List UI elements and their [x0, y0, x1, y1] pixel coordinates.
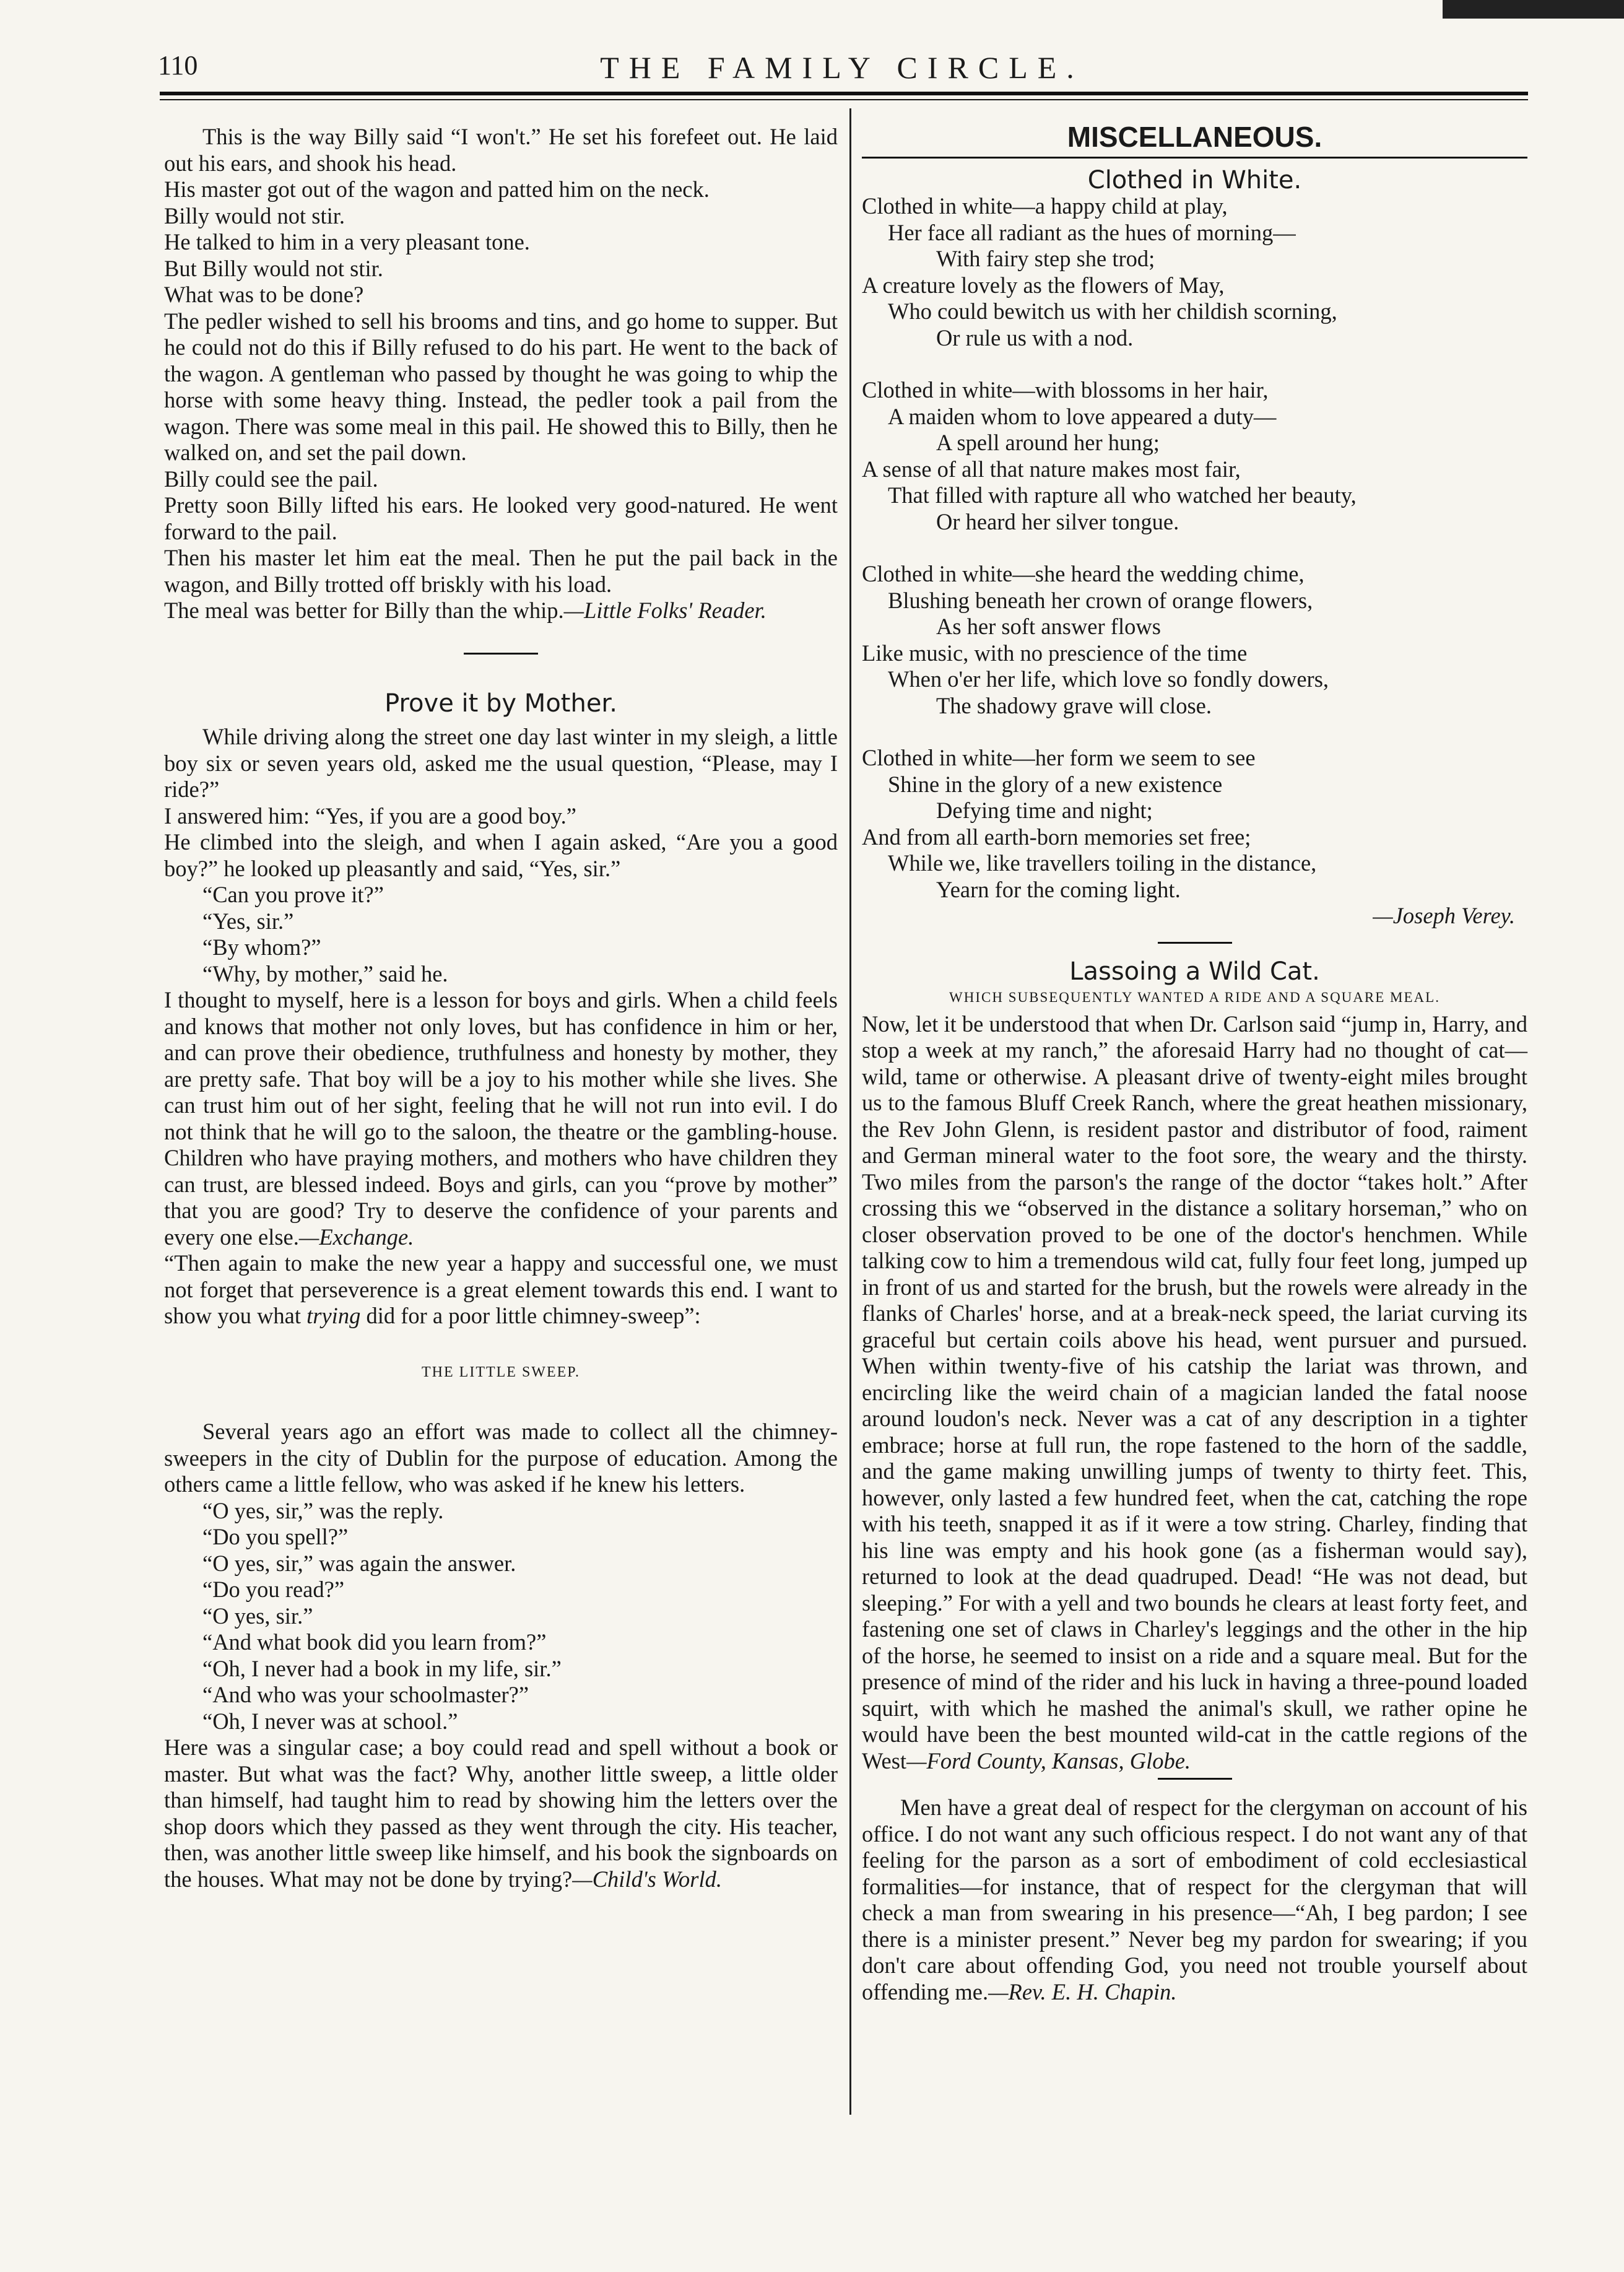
poem-line: With fairy step she trod;	[936, 246, 1155, 271]
poem-line: A spell around her hung;	[936, 430, 1160, 455]
paragraph: The pedler wished to sell his brooms and tins, and go home to supper. But he could not do this if Billy refused to do his part. He went to the back of the wagon. A gentleman who passed by thought he was going to whip the horse with some heavy thing. Instead, the pedler took a pail from the wagon. There was some meal in this pail. He showed this to Billy, then he walked on, and set the pail down.	[164, 308, 838, 465]
paragraph-text: Here was a singular case; a boy could read and spell without a book or master. But what was the fact? Why, another little sweep, a little older than himself, had taught him to read by showing him the letters over the shop doors which they passed as they went through the city. His teacher, then, was another little sweep like himself, and his book the signboards on the houses. What may not be done by trying?	[164, 1734, 838, 1892]
poem-stanza	[862, 377, 1527, 535]
poem-line: Or rule us with a nod.	[936, 324, 1134, 350]
poem-stanza	[862, 745, 1527, 903]
paragraph: Several years ago an effort was made to collect all the chimney-sweepers in the city of Dublin for the purpose of education. Among the others came a little fellow, who was asked if he knew his letters.	[164, 1419, 838, 1497]
poem-line: And from all earth-born memories set free;	[862, 824, 1251, 850]
header-rule-thin	[160, 99, 1528, 100]
scan-edge-mark	[1443, 0, 1624, 19]
poem-line: Defying time and night;	[936, 798, 1153, 823]
paragraph	[164, 1734, 838, 1892]
paragraph	[164, 598, 838, 624]
paragraph	[862, 1011, 1527, 1775]
poem-line: When o'er her life, which love so fondly dowers,	[888, 666, 1329, 692]
page-number: 110	[158, 50, 198, 81]
poem-line: Her face all radiant as the hues of morning—	[888, 219, 1296, 245]
dialogue-line: “By whom?”	[202, 934, 321, 960]
dialogue-line: “O yes, sir,” was again the answer.	[202, 1550, 516, 1576]
paragraph: While driving along the street one day last winter in my sleigh, a little boy six or seven years old, asked me the usual question, “Please, may I ride?”	[164, 724, 838, 802]
section-heading: MISCELLANEOUS.	[1067, 121, 1322, 153]
paragraph: His master got out of the wagon and patted him on the neck.	[164, 176, 710, 202]
source-credit: —Little Folks' Reader.	[563, 598, 766, 623]
section-heading-rule	[862, 157, 1527, 159]
article-title: Lassoing a Wild Cat.	[1069, 957, 1320, 986]
dialogue-line: “Can you prove it?”	[202, 882, 384, 907]
paragraph: This is the way Billy said “I won't.” He set his forefeet out. He laid out his ears, and shook his head.	[164, 124, 838, 176]
page-title: THE FAMILY CIRCLE.	[600, 50, 1084, 85]
dialogue-line: “Why, by mother,” said he.	[202, 960, 448, 986]
paragraph: What was to be done?	[164, 282, 364, 307]
page-header	[158, 50, 1526, 87]
poem-line: Blushing beneath her crown of orange flowers,	[888, 587, 1313, 613]
paragraph-text: “Then again to make the new year a happy and successful one, we must not forget that perseverence is a great element towards this end. I want to show you what	[164, 1250, 838, 1328]
paragraph: He climbed into the sleigh, and when I again asked, “Are you a good boy?” he looked up pleasantly and said, “Yes, sir.”	[164, 829, 838, 881]
paragraph: I answered him: “Yes, if you are a good boy.”	[164, 803, 576, 829]
subsection-title: THE LITTLE SWEEP.	[422, 1364, 580, 1380]
paragraph: Billy could see the pail.	[164, 466, 378, 492]
source-credit: —Ford County, Kansas, Globe.	[906, 1748, 1191, 1774]
paragraph-text: Now, let it be understood that when Dr. Carlson said “jump in, Harry, and stop a week at my ranch,” the aforesaid Harry had no thought of cat—wild, tame or otherwise. A pleasant drive of twenty-eight miles brought us to the famous Bluff Creek Ranch, where the great heathen missionary, the Rev John Glenn, is resident pastor and distributor of food, raiment and German mineral water to the foot sore, the weary and the thirsty. Two miles from the parson's the range of the doctor “takes holt.” After crossing this we “observed in the distance a solitary horseman,” who on closer observation proved to be one of the doctor's henchmen. While talking cow to him a tremendous wild cat, fully four feet long, jumped up in front of us and started for the brush, but the rowels were already in the flanks of Charles' horse, and at a break-neck speed, the lariat curving its graceful but certain coils above his head, went pursuer and pursued. When within twenty-five of his catship the lariat was thrown, and encircling like the weird chain of a magician landed the fatal noose around loudon's neck. Never was a cat of any description in a tighter embrace; horse at full run, the rope fastened to the horn of the saddle, and the game making unwilling jumps of twenty to thirty feet. This, however, only lasted a few hundred feet, when the cat, catching the rope with his teeth, snapped it as if it were a tow string. Charley, finding that his line was empty and his hook gone (as a fisherman would say), returned to look at the dead quadruped. Dead! “He was not dead, but sleeping.” For with a yell and two bounds he clears at least forty feet, and fastening one set of claws in Charley's leggings and the other in the hip of the horse, he seemed to insist on a ride and a square meal. But for the presence of mind of the rider and his luck in having a three-pound loaded squirt, with which he mashed the animal's skull, we rather opine he would have been the best mounted wild-cat in the cattle regions of the West	[862, 1011, 1527, 1774]
source-credit: —Exchange.	[298, 1224, 414, 1250]
paragraph-text: Men have a great deal of respect for the clergyman on account of his office. I do not want any such officious respect. I do not want any of that feeling for the parson as a sort of embodiment of cold ecclesiastical formalities—for instance, that of respect for the clergyman that will check a man from swearing in his presence—“Ah, I beg pardon; I see there is a minister present.” Never beg my pardon for swearing; if you don't care about offending God, you need not trouble yourself about offending me.	[862, 1795, 1527, 2004]
paragraph-text: The meal was better for Billy than the whip.	[164, 598, 564, 623]
poem-line: A creature lovely as the flowers of May,	[862, 272, 1225, 298]
source-credit: —Child's World.	[572, 1866, 722, 1892]
paragraph	[164, 1250, 838, 1330]
poem-author: —Joseph Verey.	[1373, 903, 1515, 928]
poem-line: Like music, with no prescience of the time	[862, 640, 1248, 666]
dialogue-line: “O yes, sir.”	[202, 1603, 313, 1629]
paragraph: He talked to him in a very pleasant tone.	[164, 229, 530, 255]
paragraph-text: I thought to myself, here is a lesson for boys and girls. When a child feels and knows that mother not only loves, but has confidence in him or her, and can prove their obedience, truthfulness and honesty by mother, they are pretty safe. That boy will be a joy to his mother while she lives. She can trust him out of her sight, feeling that he will not run into evil. I do not think that he will go to the saloon, the theatre or the gambling-house. Children who have praying mothers, and mothers who have children they can trust, are blessed indeed. Boys and girls, can you “prove by mother” that you are good? Try to deserve the confidence of your parents and every one else.	[164, 987, 838, 1250]
left-column	[164, 124, 838, 1892]
dialogue-line: “And who was your schoolmaster?”	[202, 1682, 529, 1707]
dialogue-line: “Do you spell?”	[202, 1524, 349, 1549]
poem-line: Yearn for the coming light.	[936, 876, 1181, 902]
poem-line: The shadowy grave will close.	[936, 692, 1212, 718]
dialogue-line: “And what book did you learn from?”	[202, 1629, 547, 1655]
poem-stanza	[862, 561, 1527, 719]
paragraph	[164, 987, 838, 1250]
paragraph	[862, 1795, 1527, 2005]
poem-line: Clothed in white—with blossoms in her hair,	[862, 377, 1269, 403]
source-credit: —Rev. E. H. Chapin.	[988, 1978, 1177, 2004]
dialogue-line: “O yes, sir,” was the reply.	[202, 1497, 444, 1523]
poem-line: While we, like travellers toiling in the distance,	[888, 850, 1317, 876]
right-column	[862, 121, 1527, 2005]
poem-line: Shine in the glory of a new existence	[888, 771, 1223, 797]
dialogue-line: “Yes, sir.”	[202, 908, 294, 934]
article-title: Prove it by Mother.	[384, 689, 617, 718]
poem-line: Clothed in white—she heard the wedding chime,	[862, 561, 1305, 586]
poem-line: Or heard her silver tongue.	[936, 508, 1179, 534]
poem-title: Clothed in White.	[1087, 165, 1302, 194]
paragraph: Then his master let him eat the meal. Then he put the pail back in the wagon, and Billy trotted off briskly with his load.	[164, 545, 838, 597]
poem-line: That filled with rapture all who watched her beauty,	[888, 482, 1357, 508]
poem-line: A sense of all that nature makes most fair,	[862, 456, 1241, 482]
poem-line: As her soft answer flows	[936, 614, 1161, 639]
emphasis: trying	[306, 1303, 361, 1328]
poem-line: Clothed in white—a happy child at play,	[862, 193, 1228, 219]
poem-line: A maiden whom to love appeared a duty—	[888, 403, 1277, 429]
dialogue-line: “Oh, I never was at school.”	[202, 1708, 458, 1734]
article-subtitle: WHICH SUBSEQUENTLY WANTED A RIDE AND A SQUARE MEAL.	[949, 990, 1440, 1005]
dialogue-line: “Do you read?”	[202, 1577, 345, 1602]
header-rule	[160, 92, 1528, 95]
dialogue-line: “Oh, I never had a book in my life, sir.”	[202, 1655, 562, 1681]
poem-line: Who could bewitch us with her childish scorning,	[888, 298, 1337, 324]
paragraph: Pretty soon Billy lifted his ears. He looked very good-natured. He went forward to the pail.	[164, 492, 838, 544]
column-divider	[849, 108, 851, 2115]
paragraph: Billy would not stir.	[164, 202, 345, 229]
paragraph-text: did for a poor little chimney-sweep”:	[360, 1303, 701, 1328]
paragraph: But Billy would not stir.	[164, 255, 383, 281]
poem-line: Clothed in white—her form we seem to see	[862, 745, 1256, 770]
poem-stanza	[862, 193, 1527, 351]
